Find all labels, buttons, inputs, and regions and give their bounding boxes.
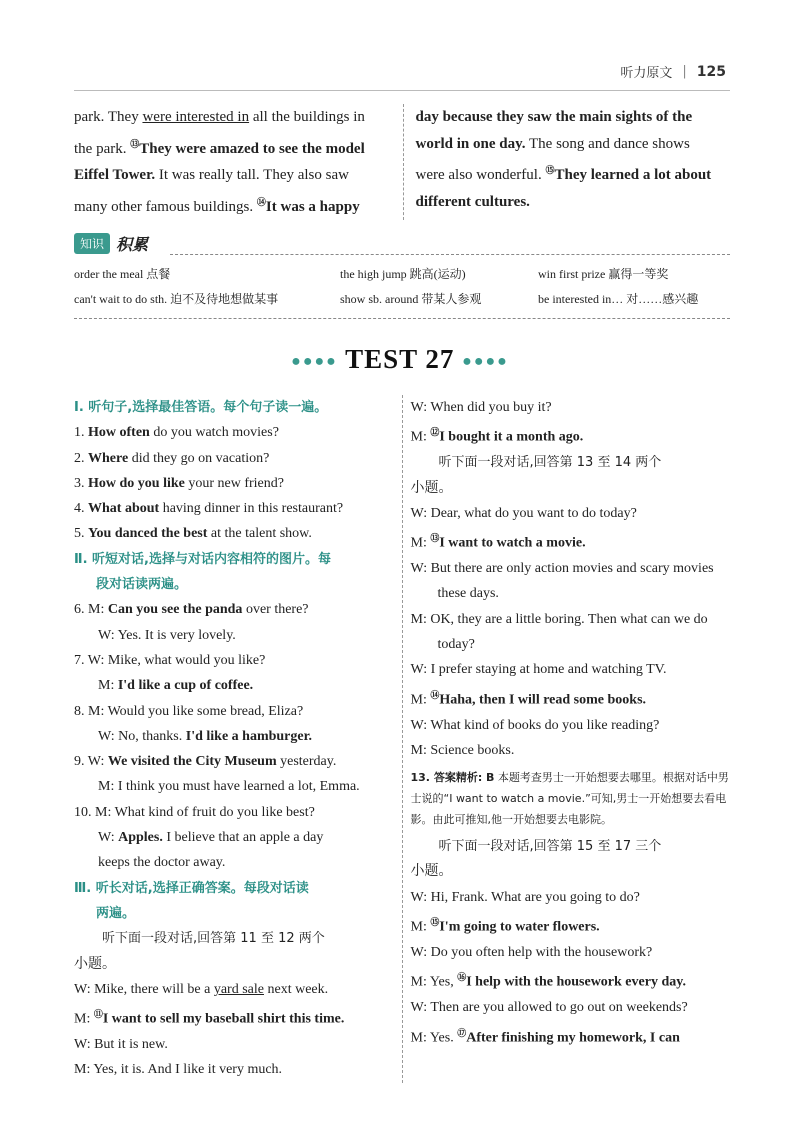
dialogue-line xyxy=(411,910,731,940)
text-run: all the buildings in xyxy=(249,109,365,125)
text-run: W: Yes. It is very lovely. xyxy=(98,627,236,643)
text-run: W: Mike, there will be a xyxy=(74,981,214,997)
dialogue-line xyxy=(74,724,394,749)
sentence-marker: ⑬ xyxy=(130,138,140,149)
passage-line xyxy=(74,189,389,221)
dialogue-line xyxy=(411,885,731,910)
text-run: world in one day. xyxy=(415,135,526,152)
text-run: I bought it a month ago. xyxy=(439,429,584,445)
text-run: M: xyxy=(74,1011,94,1027)
text-run: M: I think you must have learned a lot, Emma. xyxy=(98,779,360,795)
text-run: 8. M: Would you like some bread, Eliza? xyxy=(74,703,304,719)
dialogue-line xyxy=(411,995,731,1020)
text-run: having dinner in this restaurant? xyxy=(159,501,344,517)
knowledge-rule xyxy=(170,254,730,255)
section-heading xyxy=(74,901,394,926)
top-left-column xyxy=(74,104,403,220)
header-separator: | xyxy=(682,64,687,79)
text-run: 段对话读两遍。 xyxy=(96,577,188,593)
text-run: 1. xyxy=(74,425,88,441)
text-run: We visited the City Museum xyxy=(107,754,277,770)
text-run: M: Yes, xyxy=(410,974,458,990)
dialogue-line xyxy=(74,977,394,1002)
sentence-marker: ⑰ xyxy=(457,1027,467,1038)
dialogue-line xyxy=(74,1057,394,1082)
text-run: How often xyxy=(88,425,150,441)
text-run: How do you like xyxy=(88,475,185,491)
text-run: M: Yes, it is. And I like it very much. xyxy=(74,1062,283,1078)
top-passage xyxy=(74,104,730,220)
text-run: the park. xyxy=(74,140,131,157)
text-run: M: Yes. xyxy=(410,1030,458,1046)
text-run: Ⅲ. 听长对话,选择正确答案。每段对话读 xyxy=(74,880,309,896)
text-run: I want to sell my baseball shirt this time. xyxy=(102,1011,345,1027)
dialogue-line xyxy=(74,1002,394,1032)
text-run: You danced the best xyxy=(88,526,208,542)
text-run: M: xyxy=(98,678,118,694)
text-run: I'm going to water flowers. xyxy=(439,919,600,935)
section-heading xyxy=(74,395,394,420)
dialogue-line xyxy=(74,699,394,724)
knowledge-item: can't wait to do sth. 迫不及待地想做某事 xyxy=(74,292,279,306)
text-run: It was really tall. They also saw xyxy=(155,167,349,183)
text-run: W: But there are only action movies and scary movies these days. xyxy=(410,561,714,602)
sentence-marker: ⑭ xyxy=(430,689,440,700)
dialogue-line xyxy=(411,859,731,884)
text-run: 5. xyxy=(74,526,88,542)
knowledge-item: show sb. around 带某人参观 xyxy=(340,292,482,306)
text-run: 听下面一段对话,回答第 15 至 17 三个 xyxy=(438,839,662,855)
dialogue-line xyxy=(74,496,394,521)
text-run: many other famous buildings. xyxy=(74,198,257,215)
sentence-marker: ⑮ xyxy=(430,917,440,928)
dialogue-line xyxy=(411,940,731,965)
dialogue-line xyxy=(74,471,394,496)
test-heading: TEST 27 xyxy=(345,344,455,374)
running-header xyxy=(620,62,726,81)
knowledge-item: win first prize 赢得一等奖 xyxy=(538,267,669,281)
dialogue-line xyxy=(74,446,394,471)
text-run: I help with the housework every day. xyxy=(466,974,686,990)
text-run: different cultures. xyxy=(415,193,530,210)
text-run: Eiffel Tower. xyxy=(74,167,156,183)
text-run: 本题考查男士一开始想要去哪里。根据对话中男士说的“I want to watch a movie.”可知,男士一开始想要去看电影。由此可推知,他一开始想要去电影院。 xyxy=(410,771,729,827)
text-run: 6. M: xyxy=(74,602,108,618)
instruction xyxy=(411,834,731,859)
dialogue-line xyxy=(74,774,394,799)
text-run: 小题。 xyxy=(410,480,453,496)
text-run: 小题。 xyxy=(410,864,453,880)
sentence-marker: ⑪ xyxy=(93,1009,103,1020)
text-run: were interested in xyxy=(142,109,250,125)
dialogue-line xyxy=(411,713,731,738)
passage-line xyxy=(416,157,731,189)
knowledge-row xyxy=(74,287,730,312)
passage-line xyxy=(74,104,389,131)
text-run: Apples. xyxy=(118,830,163,846)
dialogue-line xyxy=(411,556,731,607)
passage-line xyxy=(416,104,731,131)
text-run: They were amazed to see the model xyxy=(139,140,365,157)
sentence-marker: ⑬ xyxy=(430,533,440,544)
passage-line xyxy=(74,131,389,163)
text-run: do you watch movies? xyxy=(149,425,279,441)
text-run: 小题。 xyxy=(74,956,116,972)
dots-decoration-left: ●●●● xyxy=(291,352,338,370)
instruction xyxy=(74,926,394,951)
text-run: yard sale xyxy=(213,981,264,997)
text-run: Ⅰ. 听句子,选择最佳答语。每个句子读一遍。 xyxy=(74,400,328,415)
dialogue-line xyxy=(74,850,394,875)
dialogue-line xyxy=(411,476,731,501)
text-run: your new friend? xyxy=(184,475,284,491)
dialogue-line xyxy=(411,965,731,995)
sentence-marker: ⑯ xyxy=(457,972,467,983)
dialogue-line xyxy=(74,648,394,673)
text-run: 2. xyxy=(74,450,88,466)
dialogue-line xyxy=(411,683,731,713)
text-run: keeps the doctor away. xyxy=(98,855,226,871)
text-run: next week. xyxy=(263,981,329,997)
test-title xyxy=(0,344,800,375)
text-run: 10. M: What kind of fruit do you like best? xyxy=(74,804,315,820)
knowledge-box-title xyxy=(74,232,148,255)
dialogue-line xyxy=(74,749,394,774)
text-run: park. They xyxy=(74,109,143,125)
dialogue-line xyxy=(74,800,394,825)
section-heading xyxy=(74,876,394,901)
text-run: Where xyxy=(88,450,129,466)
dialogue-line xyxy=(74,673,394,698)
text-run: The song and dance shows xyxy=(525,135,690,152)
text-run: W: But it is new. xyxy=(74,1037,168,1053)
dialogue-line xyxy=(74,597,394,622)
text-run: 两遍。 xyxy=(96,905,136,921)
header-rule xyxy=(74,90,730,91)
dialogue-line xyxy=(74,825,394,850)
text-run: W: When did you buy it? xyxy=(410,400,552,415)
text-run: I want to watch a movie. xyxy=(439,535,586,551)
text-run: M: Science books. xyxy=(410,742,515,758)
text-run: 3. xyxy=(74,475,88,491)
knowledge-item: the high jump 跳高(运动) xyxy=(340,267,466,281)
dialogue-line xyxy=(74,1032,394,1057)
section-heading xyxy=(74,572,394,597)
passage-line xyxy=(74,162,389,189)
top-right-column xyxy=(403,104,731,220)
text-run: 7. W: Mike, what would you like? xyxy=(74,652,266,668)
text-run: W: Hi, Frank. What are you going to do? xyxy=(410,889,640,905)
text-run: did they go on vacation? xyxy=(128,450,270,466)
text-run: W: Then are you allowed to go out on weekends? xyxy=(410,1000,688,1016)
text-run: yesterday. xyxy=(276,754,337,770)
page-number: 125 xyxy=(696,63,726,80)
right-column xyxy=(402,395,731,1083)
dialogue-line xyxy=(74,952,394,977)
text-run: They learned a lot about xyxy=(554,167,712,183)
knowledge-row xyxy=(74,262,730,287)
text-run: 听下面一段对话,回答第 11 至 12 两个 xyxy=(102,931,325,947)
knowledge-tag: 知识 xyxy=(74,233,110,254)
dots-decoration-right: ●●●● xyxy=(462,352,509,370)
text-run: What about xyxy=(88,501,160,517)
dialogue-line xyxy=(411,607,731,658)
dialogue-line xyxy=(411,1021,731,1051)
text-run: 听下面一段对话,回答第 13 至 14 两个 xyxy=(438,455,662,471)
text-run: 13. 答案精析: B xyxy=(410,771,495,785)
text-run: I'd like a cup of coffee. xyxy=(117,678,254,694)
text-run: M: xyxy=(410,919,431,935)
dialogue-line xyxy=(411,657,731,682)
text-run: W: Do you often help with the housework? xyxy=(410,944,653,960)
knowledge-bottom-rule xyxy=(74,318,730,319)
text-run: 9. W: xyxy=(74,754,108,770)
text-run: W: I prefer staying at home and watching TV. xyxy=(410,662,667,678)
section-title: 听力原文 xyxy=(620,66,673,81)
text-run: 4. xyxy=(74,501,88,517)
knowledge-item: order the meal 点餐 xyxy=(74,267,171,281)
text-run: W: xyxy=(98,830,119,846)
text-run: Ⅱ. 听短对话,选择与对话内容相符的图片。每 xyxy=(74,551,331,567)
instruction xyxy=(411,450,731,475)
text-run: I'd like a hamburger. xyxy=(185,728,313,744)
text-run: W: What kind of books do you like reading? xyxy=(410,717,660,733)
text-run: It was a happy xyxy=(265,198,360,215)
text-run: M: xyxy=(410,535,431,551)
section-heading xyxy=(74,547,394,572)
sentence-marker: ⑫ xyxy=(430,427,440,438)
text-run: W: No, thanks. xyxy=(98,728,186,744)
text-run: M: xyxy=(410,429,431,445)
text-run: Haha, then I will read some books. xyxy=(439,692,647,708)
dialogue-line xyxy=(74,521,394,546)
passage-line xyxy=(416,131,731,158)
knowledge-heading: 积累 xyxy=(116,235,149,254)
text-run: I believe that an apple a day xyxy=(162,830,324,846)
knowledge-list xyxy=(74,262,730,312)
passage-line xyxy=(416,189,731,216)
text-run: were also wonderful. xyxy=(415,167,546,183)
dialogue-line xyxy=(411,420,731,450)
text-run: M: xyxy=(410,692,431,708)
dialogue-line xyxy=(411,395,731,420)
dialogue-line xyxy=(74,623,394,648)
text-run: After finishing my homework, I can xyxy=(466,1030,680,1046)
test-body xyxy=(74,395,730,1083)
sentence-marker: ⑮ xyxy=(545,165,555,175)
knowledge-item: be interested in… 对……感兴趣 xyxy=(538,292,699,306)
dialogue-line xyxy=(411,501,731,526)
text-run: at the talent show. xyxy=(207,526,312,542)
left-column xyxy=(74,395,402,1083)
text-run: over there? xyxy=(242,602,309,618)
dialogue-line xyxy=(74,420,394,445)
answer-note xyxy=(411,767,731,830)
text-run: W: Dear, what do you want to do today? xyxy=(410,505,637,521)
dialogue-line xyxy=(411,526,731,556)
dialogue-line xyxy=(411,738,731,763)
sentence-marker: ⑭ xyxy=(256,196,266,207)
text-run: Can you see the panda xyxy=(107,602,243,618)
text-run: day because they saw the main sights of the xyxy=(415,109,693,125)
text-run: M: OK, they are a little boring. Then what can we do today? xyxy=(410,611,708,652)
